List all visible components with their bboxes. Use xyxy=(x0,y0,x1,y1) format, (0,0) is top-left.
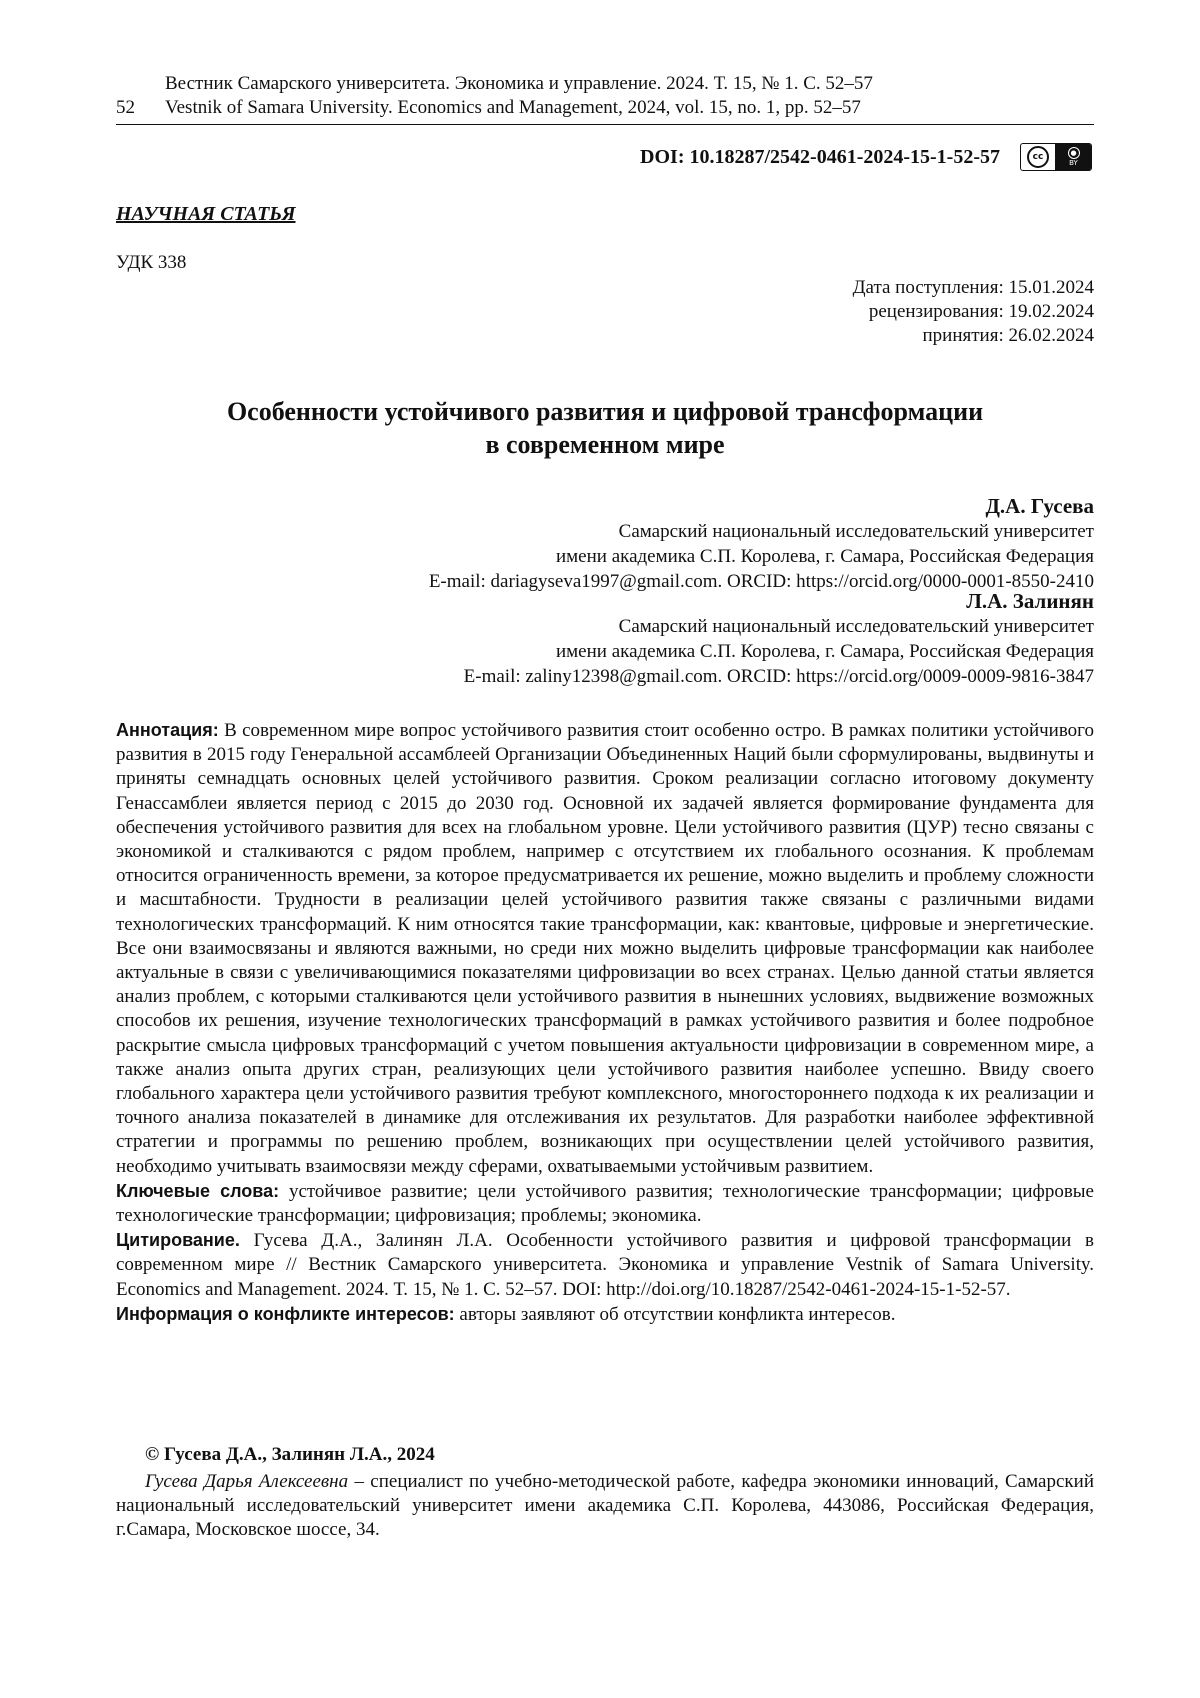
abstract-section xyxy=(116,718,1094,1327)
keywords-paragraph xyxy=(116,1179,1094,1228)
copyright-line: © Гусева Д.А., Залинян Л.А., 2024 xyxy=(145,1444,435,1465)
cc-by-license-icon xyxy=(1020,143,1092,171)
doi-text: DOI: 10.18287/2542-0461-2024-15-1-52-57 xyxy=(640,145,1000,168)
conflict-paragraph xyxy=(116,1302,1094,1327)
abstract-label: Аннотация: xyxy=(116,720,219,740)
citation-label: Цитирование. xyxy=(116,1230,240,1251)
conflict-label: Информация о конфликте интересов: xyxy=(116,1303,455,1324)
date-reviewed: рецензирования: 19.02.2024 xyxy=(868,301,1094,322)
person-icon: ● xyxy=(1068,147,1080,159)
author-block xyxy=(429,493,1094,594)
author-affiliation: Самарский национальный исследовательский университет xyxy=(618,616,1094,637)
journal-line-ru: Вестник Самарского университета. Экономика и управление. 2024. Т. 15, № 1. С. 52–57 xyxy=(165,73,873,94)
author-contact[interactable]: E-mail: zaliny12398@gmail.com. ORCID: https://orcid.org/0009-0009-9816-3847 xyxy=(463,666,1094,687)
bio-text: – специалист по учебно-методической работе, кафедра экономики инноваций, Самарский национальный исследовательский университет имени академика С.П. Королева, 443086, Российская Федерация, г.Самара, Московское шоссе, 34. xyxy=(116,1471,1094,1541)
date-received: Дата поступления: 15.01.2024 xyxy=(852,277,1094,298)
citation-text: Гусева Д.А., Залинян Л.А. Особенности устойчивого развития и цифровой трансформации в современном мире // Вестник Самарского университета. Экономика и управление Vestnik of Samara University. Economics and Management. 2024. Т. 15, № 1. С. 52–57. DOI: http://doi.org/10.18287/2542-0461-2024-15-1-52-57. xyxy=(116,1230,1094,1300)
abstract-paragraph xyxy=(116,718,1094,1179)
by-label: BY xyxy=(1069,159,1078,167)
article-title: Особенности устойчивого развития и цифровой трансформации в современном мире xyxy=(226,397,984,459)
author-bio xyxy=(116,1470,1094,1543)
running-header xyxy=(116,72,1094,120)
author-contact[interactable]: E-mail: dariagyseva1997@gmail.com. ORCID: https://orcid.org/0000-0001-8550-2410 xyxy=(428,571,1094,592)
conflict-text: авторы заявляют об отсутствии конфликта интересов. xyxy=(454,1303,896,1325)
abstract-text: В современном мире вопрос устойчивого развития стоит особенно остро. В рамках политики устойчивого развития в 2015 году Генеральной ассамблеей Организации Объединенных Наций были сформулированы, выдвинуты и приняты семнадцать основных целей устойчивого развития. Сроком реализации согласно итоговому документу Генассамблеи является период с 2015 до 2030 год. Основной их задачей является формирование фундамента для обеспечения устойчивого развития для всех на глобальном уровне. Цели устойчивого развития (ЦУР) тесно связаны с экономикой и сталкиваются с рядом проблем, например с отсутствием их глобального осознания. К проблемам относится ограниченность времени, за которое предусматривается их решение, можно выделить и проблему сложности и масштабности. Трудности в реализации целей устойчивого развития также связаны с различными видами технологических трансформаций. К ним относятся такие трансформации, как: квантовые, цифровые и энергетические. Все они взаимосвязаны и являются важными, но среди них можно выделить цифровые трансформации как наиболее актуальные в связи с увеличивающимися показателями цифровизации во всех странах. Целью данной статьи является анализ проблем, с которыми сталкиваются цели устойчивого развития в нынешних условиях, выдвижение возможных способов их решения, изучение технологических трансформаций в рамках устойчивого развития и более подробное раскрытие смысла цифровых трансформаций с учетом повышения актуальности цифровизации в современном мире, а также анализ опыта других стран, реализующих цели устойчивого развития наиболее успешно. Ввиду своего глобального характера цели устойчивого развития требуют комплексного, многостороннего подхода к их реализации и точного анализа показателей в динамике для отслеживания их результатов. Для разработки наиболее эффективной стратегии и программы по решению проблем, возникающих при осуществлении целей устойчивого развития, необходимо учитывать взаимосвязи между сферами, охватываемыми устойчивым развитием. xyxy=(116,720,1094,1177)
section-label: НАУЧНАЯ СТАТЬЯ xyxy=(116,203,296,225)
journal-line-en: Vestnik of Samara University. Economics and Management, 2024, vol. 15, no. 1, pp. 52–57 xyxy=(165,97,861,118)
keywords-text: устойчивое развитие; цели устойчивого развития; технологические трансформации; цифровые технологические трансформации; цифровизация; проблемы; экономика. xyxy=(116,1180,1094,1227)
author-block xyxy=(464,588,1094,689)
author-name: Л.А. Залинян xyxy=(966,589,1094,613)
page-number: 52 xyxy=(116,97,135,118)
author-affiliation: Самарский национальный исследовательский университет xyxy=(618,521,1094,542)
doi-row xyxy=(640,143,1092,171)
keywords-label: Ключевые слова: xyxy=(116,1180,280,1201)
author-affiliation: имени академика С.П. Королева, г. Самара, Российская Федерация xyxy=(555,641,1094,662)
cc-icon: cc xyxy=(1027,146,1049,168)
submission-dates xyxy=(853,276,1094,348)
author-name: Д.А. Гусева xyxy=(985,494,1094,518)
author-affiliation: имени академика С.П. Королева, г. Самара, Российская Федерация xyxy=(555,546,1094,567)
citation-paragraph xyxy=(116,1228,1094,1302)
bio-name: Гусева Дарья Алексеевна xyxy=(145,1471,349,1492)
udk: УДК 338 xyxy=(116,252,187,273)
date-accepted: принятия: 26.02.2024 xyxy=(922,325,1094,346)
header-rule xyxy=(116,124,1094,125)
